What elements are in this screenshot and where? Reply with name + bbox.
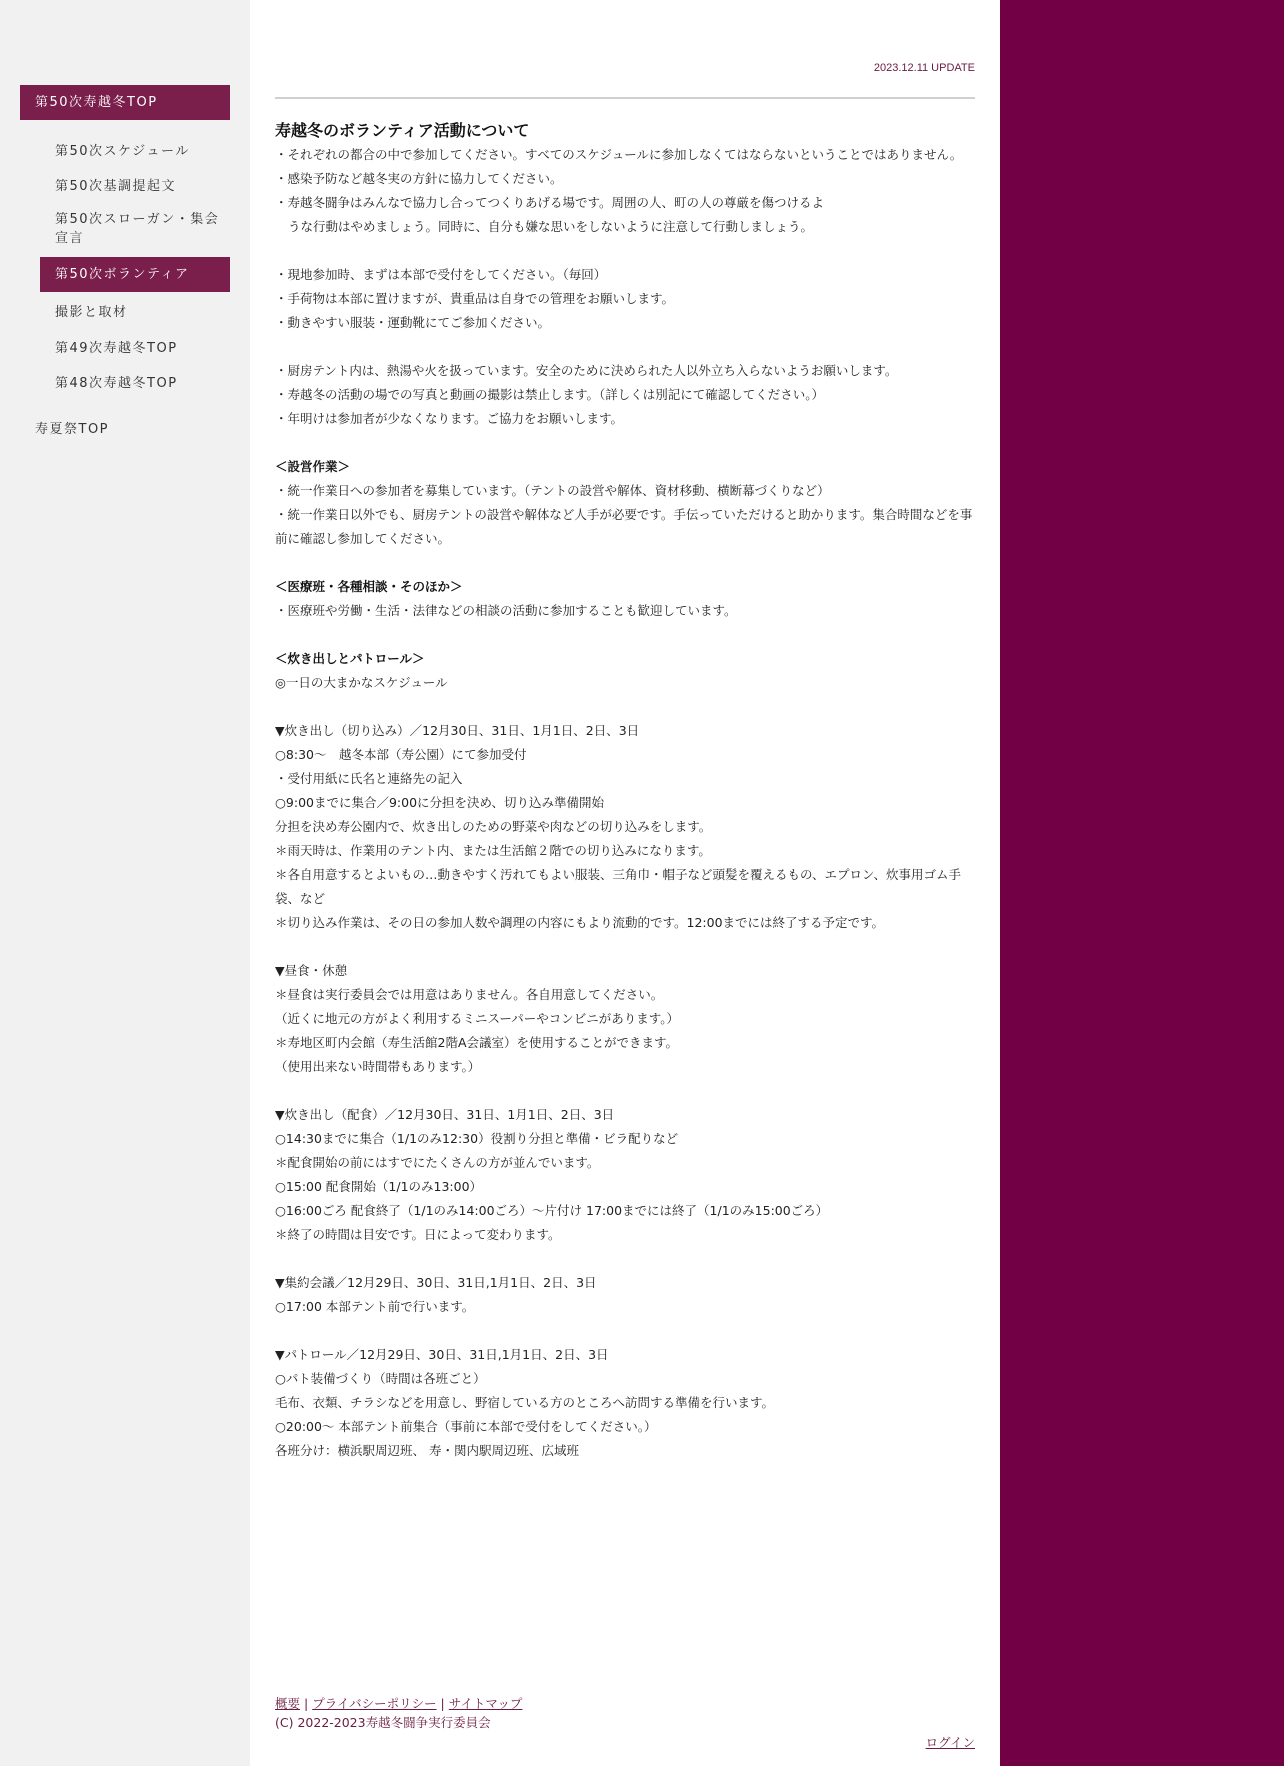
sidebar-item-photo-press[interactable]: 撮影と取材	[55, 305, 128, 320]
body-line: ・動きやすい服装・運動靴にてご参加ください。	[275, 315, 551, 330]
body-line: ＊昼食は実行委員会では用意はありません。各自用意してください。	[275, 987, 664, 1002]
body-line: ◎一日の大まかなスケジュール	[275, 675, 448, 690]
sidebar-item-summer-festival-top[interactable]: 寿夏祭TOP	[35, 422, 110, 437]
body-line: ○8:30～ 越冬本部（寿公園）にて参加受付	[275, 747, 527, 762]
body-line: 毛布、衣類、チラシなどを用意し、野宿している方のところへ訪問する準備を行います。	[275, 1395, 775, 1410]
body-line: ▼パトロール／12月29日、30日、31日,1月1日、2日、3日	[275, 1347, 609, 1362]
body-line: ▼昼食・休憩	[275, 963, 348, 978]
body-line: ＊寿地区町内会館（寿生活館2階A会議室）を使用することができます。	[275, 1035, 679, 1050]
body-line: ○パト装備づくり（時間は各班ごと）	[275, 1371, 486, 1386]
body-line: ＊配食開始の前にはすでにたくさんの方が並んでいます。	[275, 1155, 600, 1170]
sidebar-item-50th-schedule[interactable]: 第50次スケジュール	[55, 144, 190, 159]
body-line: ＊切り込み作業は、その日の参加人数や調理の内容にもより流動的です。12:00までには終了する予定です。	[275, 915, 885, 930]
footer-separator: |	[300, 1696, 313, 1711]
body-line: ＜炊き出しとパトロール＞	[275, 651, 425, 666]
page-title: 寿越冬のボランティア活動について	[275, 121, 530, 140]
footer-link-privacy-policy[interactable]: プライバシーポリシー	[312, 1696, 437, 1711]
body-line: ・それぞれの都合の中で参加してください。すべてのスケジュールに参加しなくてはならないということではありません。	[275, 147, 963, 162]
update-date: 2023.12.11 UPDATE	[873, 62, 975, 74]
body-line: ・寿越冬の活動の場での写真と動画の撮影は禁止します。（詳しくは別記にて確認してください。）	[275, 387, 825, 402]
body-line: ＊雨天時は、作業用のテント内、または生活館２階での切り込みになります。	[275, 843, 711, 858]
body-line: ・厨房テント内は、熱湯や火を扱っています。安全のために決められた人以外立ち入らないようお願いします。	[275, 363, 898, 378]
blank-line	[275, 335, 975, 359]
footer-separator: |	[436, 1696, 449, 1711]
body-line: ○14:30までに集合（1/1のみ12:30）役割り分担と準備・ビラ配りなど	[275, 1131, 679, 1146]
body-line: ・統一作業日への参加者を募集しています。（テントの設営や解体、資材移動、横断幕づくりなど）	[275, 483, 830, 498]
body-line: ▼炊き出し（配食）／12月30日、31日、1月1日、2日、3日	[275, 1107, 615, 1122]
body-line: ＜医療班・各種相談・そのほか＞	[275, 579, 463, 594]
body-line: （使用出来ない時間帯もあります。）	[275, 1059, 481, 1074]
login-link[interactable]: ログイン	[925, 1735, 975, 1750]
blank-line	[275, 1247, 975, 1271]
sidebar-item-50th-slogan[interactable]: 第50次スローガン・集会宣言	[55, 212, 220, 246]
blank-line	[275, 623, 975, 647]
main-content	[275, 118, 975, 1463]
body-line: ○9:00までに集合／9:00に分担を決め、切り込み準備開始	[275, 795, 605, 810]
sidebar-item-50th-keynote[interactable]: 第50次基調提起文	[55, 179, 177, 194]
body-line: ・統一作業日以外でも、厨房テントの設営や解体など人手が必要です。手伝っていただけると助かります。集合時間などを事前に確認し参加してください。	[275, 507, 973, 546]
body-line: 分担を決め寿公園内で、炊き出しのための野菜や肉などの切り込みをします。	[275, 819, 712, 834]
body-line: （近くに地元の方がよく利用するミニスーパーやコンビニがあります。）	[275, 1011, 680, 1026]
blank-line	[275, 935, 975, 959]
sidebar-item-49th-top[interactable]: 第49次寿越冬TOP	[55, 341, 178, 356]
sidebar-item-50th-top[interactable]: 第50次寿越冬TOP	[20, 85, 230, 120]
body-line: ・受付用紙に氏名と連絡先の記入	[275, 771, 463, 786]
blank-line	[275, 695, 975, 719]
footer	[275, 1694, 522, 1732]
blank-line	[275, 431, 975, 455]
body-line: ＊各自用意するとよいもの…動きやすく汚れてもよい服装、三角巾・帽子など頭髪を覆えるもの、エプロン、炊事用ゴム手袋、など	[275, 867, 962, 906]
body-line: ○16:00ごろ 配食終了（1/1のみ14:00ごろ）～片付け 17:00までには終了（1/1のみ15:00ごろ）	[275, 1203, 829, 1218]
body-line: ・感染予防など越冬実の方針に協力してください。	[275, 171, 563, 186]
body-line: ・年明けは参加者が少なくなります。ご協力をお願いします。	[275, 411, 624, 426]
copyright: (C) 2022-2023寿越冬闘争実行委員会	[275, 1715, 491, 1730]
body-line: ▼集約会議／12月29日、30日、31日,1月1日、2日、3日	[275, 1275, 597, 1290]
sidebar-item-50th-volunteer[interactable]: 第50次ボランティア	[40, 257, 230, 292]
body-line: ○20:00～ 本部テント前集合（事前に本部で受付をしてください。）	[275, 1419, 657, 1434]
sidebar-item-48th-top[interactable]: 第48次寿越冬TOP	[55, 376, 178, 391]
body-line: ○17:00 本部テント前で行います。	[275, 1299, 475, 1314]
footer-link-sitemap[interactable]: サイトマップ	[448, 1696, 523, 1711]
footer-links	[275, 1694, 522, 1713]
blank-line	[275, 239, 975, 263]
body-line: ・寿越冬闘争はみんなで協力し合ってつくりあげる場です。周囲の人、町の人の尊厳を傷つけるよ	[275, 195, 825, 210]
article-body	[275, 143, 975, 1463]
body-line: ▼炊き出し（切り込み）／12月30日、31日、1月1日、2日、3日	[275, 723, 640, 738]
body-line: ・現地参加時、まずは本部で受付をしてください。（毎回）	[275, 267, 607, 282]
body-line: 各班分け：横浜駅周辺班、 寿・関内駅周辺班、広域班	[275, 1443, 579, 1458]
body-line: うな行動はやめましょう。同時に、自分も嫌な思いをしないように注意して行動しましょう。	[288, 219, 814, 234]
sidebar	[0, 0, 250, 1766]
body-line: ・医療班や労働・生活・法律などの相談の活動に参加することも歓迎しています。	[275, 603, 737, 618]
header-divider	[275, 97, 975, 99]
body-line: ○15:00 配食開始（1/1のみ13:00）	[275, 1179, 483, 1194]
right-side-rail	[1000, 0, 1284, 1766]
body-line: ・手荷物は本部に置けますが、貴重品は自身での管理をお願いします。	[275, 291, 675, 306]
blank-line	[275, 1079, 975, 1103]
body-line: ＊終了の時間は目安です。日によって変わります。	[275, 1227, 561, 1242]
blank-line	[275, 1319, 975, 1343]
footer-link-overview[interactable]: 概要	[275, 1696, 301, 1711]
body-line: ＜設営作業＞	[275, 459, 351, 474]
blank-line	[275, 551, 975, 575]
